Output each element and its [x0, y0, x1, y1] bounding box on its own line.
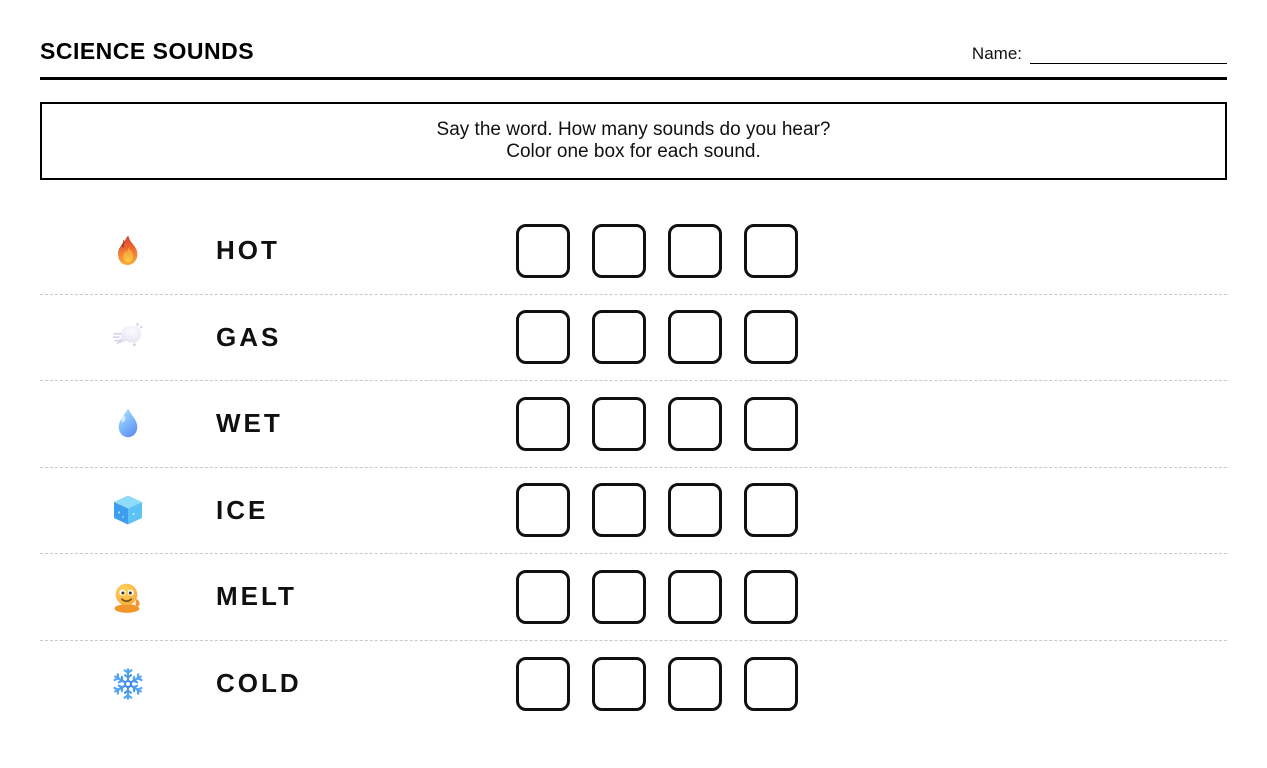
sound-box-4[interactable]	[744, 310, 798, 364]
name-input-line[interactable]	[1030, 46, 1227, 64]
sound-box-4[interactable]	[744, 483, 798, 537]
sound-box-1[interactable]	[516, 483, 570, 537]
sound-box-4[interactable]	[744, 657, 798, 711]
ice-cube-icon	[110, 492, 146, 528]
instructions-box	[40, 102, 1227, 180]
word-label: WET	[216, 408, 283, 439]
word-list	[40, 208, 1227, 727]
sound-box-3[interactable]	[668, 483, 722, 537]
word-row-ice	[40, 468, 1227, 555]
name-label: Name:	[971, 44, 1022, 63]
sound-box-2[interactable]	[592, 224, 646, 278]
sound-box-4[interactable]	[744, 224, 798, 278]
sound-box-3[interactable]	[668, 397, 722, 451]
sound-box-2[interactable]	[592, 657, 646, 711]
word-row-gas	[40, 295, 1227, 382]
sound-box-1[interactable]	[516, 224, 570, 278]
gas-puff-icon	[110, 319, 146, 355]
snowflake-icon	[110, 666, 146, 702]
word-row-hot	[40, 208, 1227, 295]
sound-box-3[interactable]	[668, 657, 722, 711]
instruction-line-1: Say the word. How many sounds do you hear?	[436, 119, 831, 140]
sound-box-1[interactable]	[516, 310, 570, 364]
sound-box-3[interactable]	[668, 224, 722, 278]
sound-box-2[interactable]	[592, 570, 646, 624]
sound-boxes	[516, 397, 798, 451]
word-row-cold	[40, 641, 1227, 728]
sound-box-3[interactable]	[668, 570, 722, 624]
sound-box-2[interactable]	[592, 483, 646, 537]
word-label: COLD	[216, 668, 302, 699]
sound-box-1[interactable]	[516, 657, 570, 711]
fire-icon	[110, 233, 146, 269]
sound-box-3[interactable]	[668, 310, 722, 364]
header	[40, 0, 1227, 80]
name-area	[972, 44, 1227, 65]
sound-boxes	[516, 310, 798, 364]
sound-boxes	[516, 570, 798, 624]
instruction-line-2: Color one box for each sound.	[506, 141, 761, 162]
sound-box-2[interactable]	[592, 310, 646, 364]
sound-boxes	[516, 657, 798, 711]
word-label: GAS	[216, 321, 282, 352]
word-label: HOT	[216, 235, 280, 266]
page-title: SCIENCE SOUNDS	[40, 38, 255, 64]
sound-box-4[interactable]	[744, 397, 798, 451]
sound-boxes	[516, 483, 798, 537]
word-label: MELT	[216, 581, 297, 612]
sound-box-4[interactable]	[744, 570, 798, 624]
melting-face-icon	[110, 579, 146, 615]
word-label: ICE	[216, 494, 269, 525]
water-droplet-icon	[110, 406, 146, 442]
sound-box-2[interactable]	[592, 397, 646, 451]
word-row-melt	[40, 554, 1227, 641]
sound-boxes	[516, 224, 798, 278]
sound-box-1[interactable]	[516, 570, 570, 624]
word-row-wet	[40, 381, 1227, 468]
sound-box-1[interactable]	[516, 397, 570, 451]
